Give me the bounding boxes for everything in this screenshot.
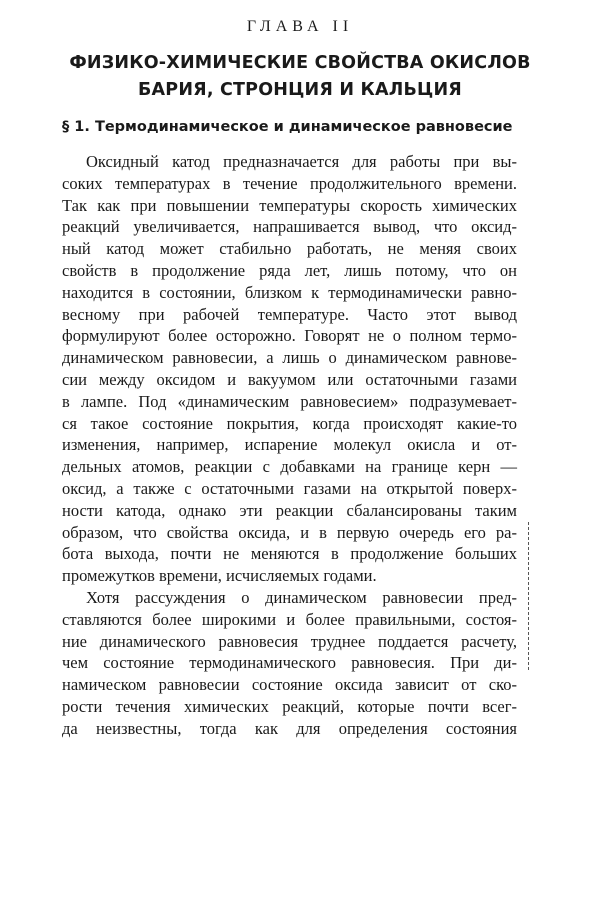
text-line: рости течения химических реакций, которые почти всег-	[62, 696, 517, 716]
text-line: реакций увеличивается, напрашивается вывод, что оксид-	[62, 217, 517, 237]
text-line: Оксидный катод предназначается для работы при вы-	[86, 152, 517, 171]
text-line: формулируют более осторожно. Говорят не о полном термо-	[62, 326, 517, 346]
text-line: ставляются более широкими и более правильными, состоя-	[62, 609, 517, 629]
text-line: изменения, например, испарение молекул окисла и от-	[62, 435, 517, 455]
margin-mark	[528, 522, 531, 670]
chapter-label: ГЛАВА II	[246, 18, 354, 35]
text-line: чем состояние термодинамического равновесия. При ди-	[62, 653, 517, 673]
section-title: § 1. Термодинамическое и динамическое равновесие	[62, 119, 513, 135]
text-line: Хотя рассуждения о динамическом равновесии пред-	[86, 587, 517, 607]
text-line: в лампе. Под «динамическим равновесием» подразумевает-	[62, 391, 517, 411]
text-line: ности катода, однако эти реакции сбалансированы таким	[62, 500, 517, 520]
text-line: намическом равновесии состояние оксида зависит от ско-	[62, 675, 517, 695]
text-line: ние динамического равновесия труднее поддается расчету,	[62, 631, 517, 651]
text-line: сии между оксидом и вакуумом или остаточными газами	[62, 369, 517, 389]
text-line: свойств в продолжение ряда лет, лишь потому, что он	[62, 260, 517, 280]
text-line: динамическом равновесии, а лишь о динамическом равнове-	[62, 348, 517, 368]
text-line: бота выхода, почти не меняются в продолжение больших	[62, 544, 517, 564]
text-line: находится в состоянии, близком к термодинамически равно-	[62, 282, 517, 302]
paragraph-1	[62, 151, 517, 587]
paragraph-2	[62, 587, 517, 740]
text-line: дельных атомов, реакции с добавками на границе керн —	[62, 457, 517, 477]
chapter-title	[60, 50, 540, 104]
text-line: да неизвестны, тогда как для определения состояния	[62, 718, 517, 738]
chapter-title-line-1: ФИЗИКО-ХИМИЧЕСКИЕ СВОЙСТВА ОКИСЛОВ	[69, 53, 531, 73]
text-line: промежутков времени, исчисляемых годами.	[62, 566, 377, 586]
text-line: ный катод может стабильно работать, не меняя своих	[62, 239, 517, 259]
text-line: оксид, а также с остаточными газами на открытой поверх-	[62, 478, 517, 498]
text-line: весному при рабочей температуре. Часто этот вывод	[62, 304, 517, 324]
text-line: соких температурах в течение продолжительного времени.	[62, 173, 517, 193]
chapter-title-line-2: БАРИЯ, СТРОНЦИЯ И КАЛЬЦИЯ	[138, 80, 462, 100]
text-line: ся такое состояние покрытия, когда происходят какие-то	[62, 413, 517, 433]
body-text	[62, 151, 517, 740]
text-line: образом, что свойства оксида, и в первую очередь его ра-	[62, 522, 517, 542]
text-line: Так как при повышении температуры скорость химических	[62, 195, 517, 215]
